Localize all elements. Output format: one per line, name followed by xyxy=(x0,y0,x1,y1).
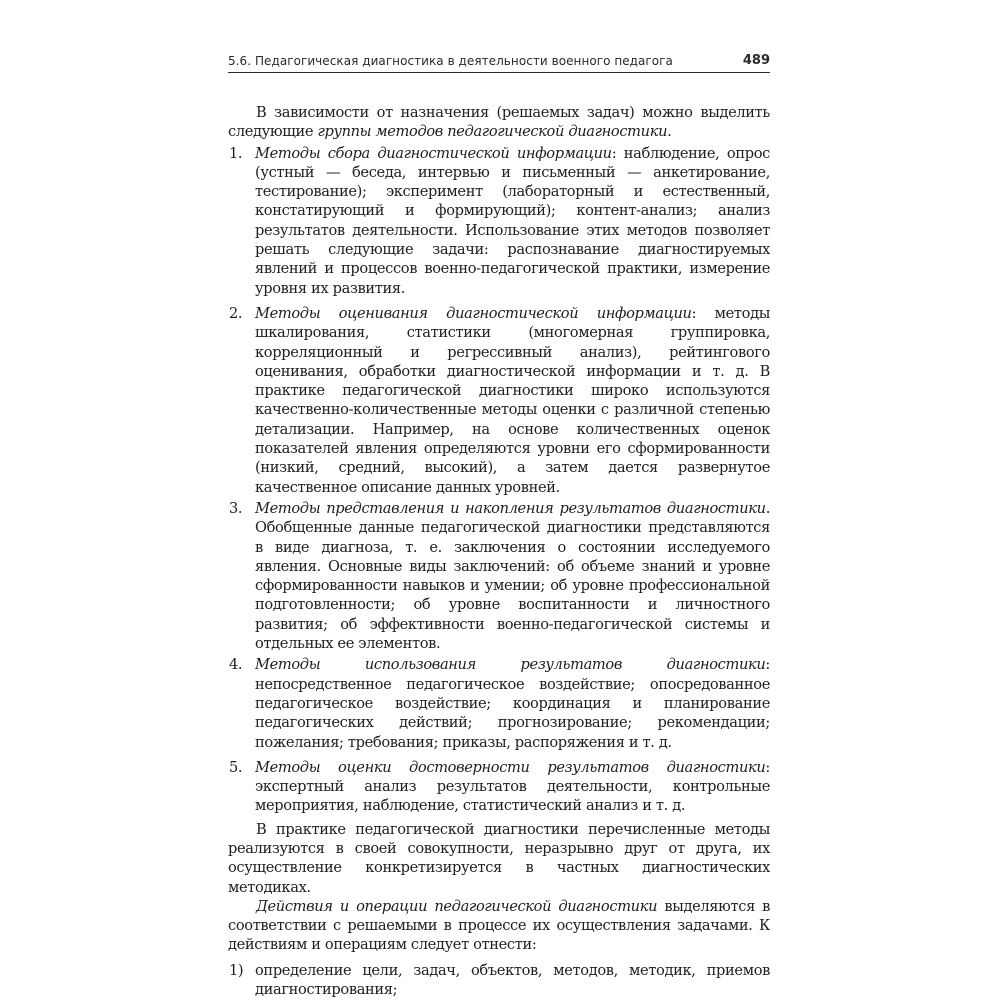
method-group-title: Методы оценки достоверности результатов диагностики xyxy=(255,758,766,776)
list-marker: 1. xyxy=(229,144,243,162)
actions-list-item-1 xyxy=(228,961,770,1000)
list-marker: 4. xyxy=(229,656,243,674)
running-header-title: 5.6. Педагогическая диагностика в деятельности военного педагога xyxy=(228,54,673,68)
actions-italic-term: Действия и операции педагогической диагностики xyxy=(256,897,658,915)
running-header xyxy=(228,52,770,73)
method-groups-list xyxy=(228,144,770,816)
actions-list-text: определение цели, задач, объектов, методов, методик, приемов диагностирования; xyxy=(255,961,770,999)
intro-text-after: . xyxy=(667,123,672,141)
actions-paragraph xyxy=(228,897,770,955)
method-group-item-1 xyxy=(228,144,770,298)
list-marker: 5. xyxy=(229,758,243,776)
method-group-item-4 xyxy=(228,655,770,751)
practice-paragraph: В практике педагогической диагностики перечисленные методы реализуются в своей совокупности, неразрывно друг от друга, их осуществление конкретизируется в частных диагностических методиках. xyxy=(228,820,770,896)
list-marker: 1) xyxy=(229,961,244,979)
method-group-title: Методы оценивания диагностической информации xyxy=(255,304,692,322)
method-group-item-2 xyxy=(228,304,770,497)
actions-list xyxy=(228,961,770,1000)
method-group-body: : непосредственное педагогическое воздействие; опосредованное педагогическое воздействие; координация и планирование педагогических действий; прогнозирование; рекомендации; пожелания; требования; приказы, распоряжения и т. д. xyxy=(255,656,770,751)
page-number: 489 xyxy=(742,53,770,68)
method-group-body: . Обобщенные данные педагогической диагностики представляются в виде диагноза, т. е. заключения о состоянии исследуемого явления. Основные виды заключений: об объеме знаний и уровне сформированности навыков и умении; об уровне профессиональной подготовленности; об уровне воспитанности и личностного развития; об эффективности военно-педагогической системы и отдельных ее элементов. xyxy=(255,499,770,653)
method-group-body: : экспертный анализ результатов деятельности, контрольные мероприятия, наблюдение, статистический анализ и т. д. xyxy=(255,758,770,815)
method-group-body: : наблюдение, опрос (устный — беседа, интервью и письменный — анкетирование, тестирование); эксперимент (лабораторный и естественный, констатирующий и формирующий); контент-анализ; анализ результатов деятельности. Использование этих методов позволяет решать следующие задачи: распознавание диагностируемых явлений и процессов военно-педагогической практики, измерение уровня их развития. xyxy=(255,144,770,297)
method-group-body: : методы шкалирования, статистики (многомерная группировка, корреляционный и регрессивный анализ), рейтингового оценивания, обработки диагностической информации и т. д. В практике педагогической диагностики широко используются качественно-количественные методы оценки с различной степенью детализации. Например, на основе количественных оценок показателей явления определяются уровни его сформированности (низкий, средний, высокий), а затем дается развернутое качественное описание данных уровней. xyxy=(255,304,770,496)
method-group-title: Методы представления и накопления результатов диагностики xyxy=(255,499,766,517)
list-marker: 3. xyxy=(229,499,243,517)
intro-italic-term: группы методов педагогической диагностики xyxy=(317,123,668,141)
list-marker: 2. xyxy=(229,304,243,322)
actions-text: выделяются в соответствии с решаемыми в процессе их осуществления задачами. К действиям и операциям следует отнести: xyxy=(228,897,770,954)
method-group-item-3 xyxy=(228,499,770,653)
method-group-item-5 xyxy=(228,758,770,816)
body-text xyxy=(228,103,770,999)
intro-text-before: В зависимости от назначения (решаемых задач) можно выделить следующие xyxy=(228,104,770,141)
method-group-title: Методы использования результатов диагностики xyxy=(255,656,766,674)
intro-paragraph xyxy=(228,103,770,142)
method-group-title: Методы сбора диагностической информации xyxy=(255,144,612,162)
